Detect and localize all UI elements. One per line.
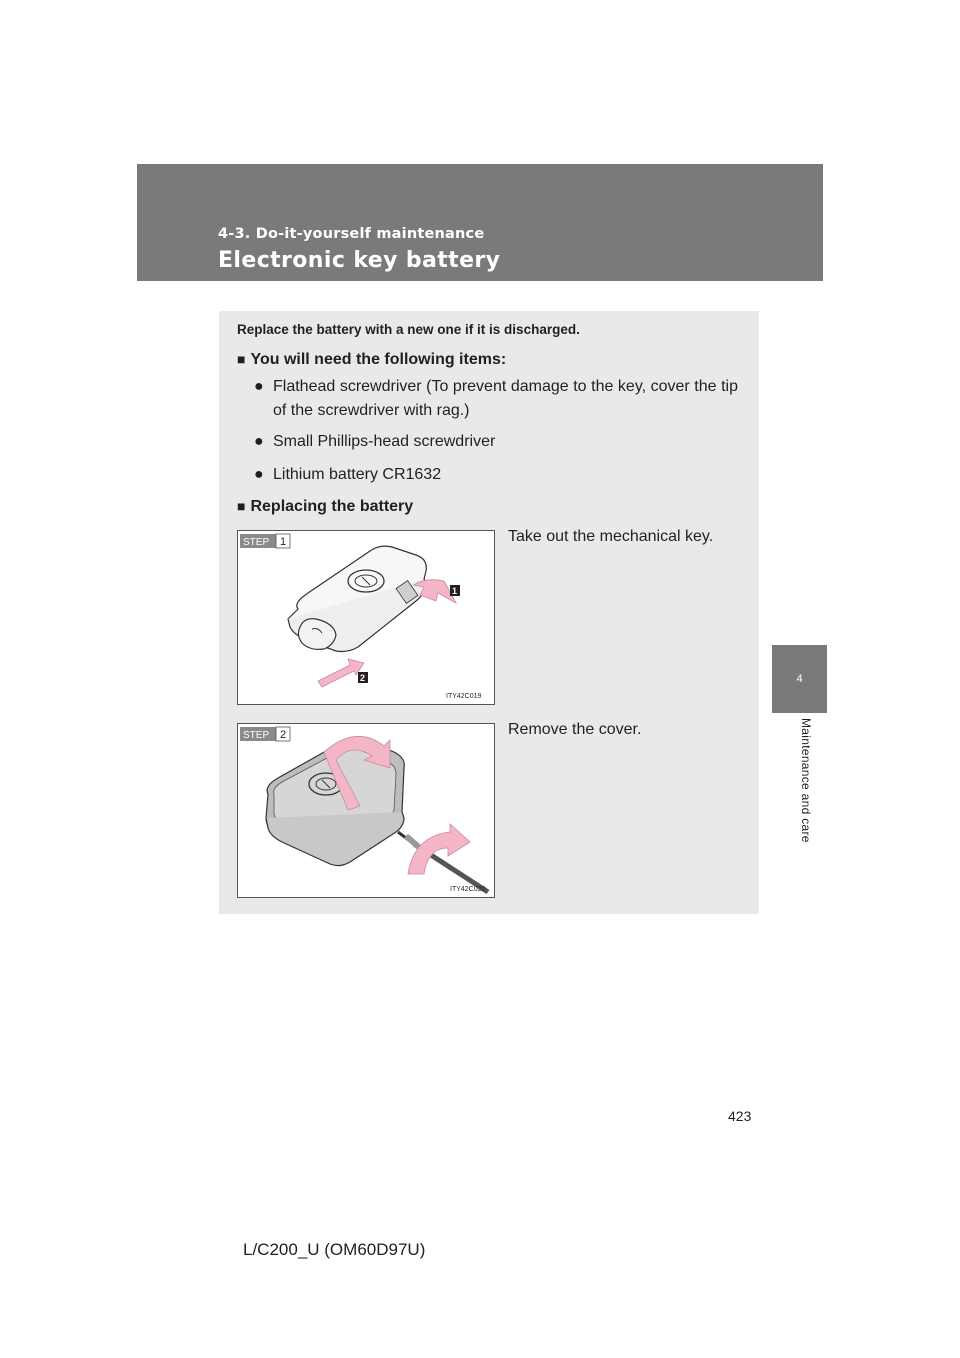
square-bullet-icon: ■ [237, 498, 246, 514]
list-item-text: Lithium battery CR1632 [273, 466, 442, 483]
step-number: 2 [280, 729, 287, 741]
callout-label: 1 [452, 586, 458, 596]
list-item-text: Small Phillips-head screwdriver [273, 433, 496, 450]
items-heading [237, 351, 506, 369]
list-item-text: Flathead screwdriver (To prevent damage to the key, cover the tip of the screwdriver with rag.) [273, 378, 738, 419]
step-badge: STEP [243, 730, 270, 741]
section-label: 4-3. Do-it-yourself maintenance [218, 226, 485, 242]
key-remove-illustration [238, 531, 494, 704]
document-code: L/C200_U (OM60D97U) [243, 1240, 426, 1259]
page-title: Electronic key battery [218, 248, 501, 273]
callout-label: 2 [360, 673, 366, 683]
chapter-tab[interactable]: 4 [772, 645, 827, 713]
step-badge: STEP [243, 537, 270, 548]
pull-arrow-icon [318, 659, 364, 687]
square-bullet-icon: ■ [237, 351, 246, 367]
cover-remove-illustration [238, 724, 494, 897]
chapter-label: Maintenance and care [799, 718, 813, 843]
intro-text: Replace the battery with a new one if it is discharged. [237, 322, 580, 337]
step-number: 1 [280, 536, 287, 548]
page-header [137, 164, 823, 281]
step2-figure [237, 723, 495, 898]
step1-text: Take out the mechanical key. [508, 528, 714, 545]
list-item [254, 375, 738, 423]
page-number: 423 [728, 1108, 752, 1124]
key-fob-icon [288, 546, 426, 651]
items-heading-text: You will need the following items: [250, 351, 507, 368]
bullet-dot-icon: ● [254, 466, 264, 483]
twist-arrow-icon [408, 824, 470, 874]
figure-code: ITY42C019 [446, 693, 482, 700]
list-item [254, 463, 738, 487]
replace-heading [237, 498, 413, 516]
replace-heading-text: Replacing the battery [250, 498, 414, 515]
bullet-dot-icon: ● [254, 433, 264, 450]
list-item [254, 430, 738, 454]
step2-text: Remove the cover. [508, 721, 642, 738]
step1-figure [237, 530, 495, 705]
bullet-dot-icon: ● [254, 378, 264, 395]
content-panel [219, 311, 759, 914]
figure-code: ITY42C020 [450, 886, 486, 893]
